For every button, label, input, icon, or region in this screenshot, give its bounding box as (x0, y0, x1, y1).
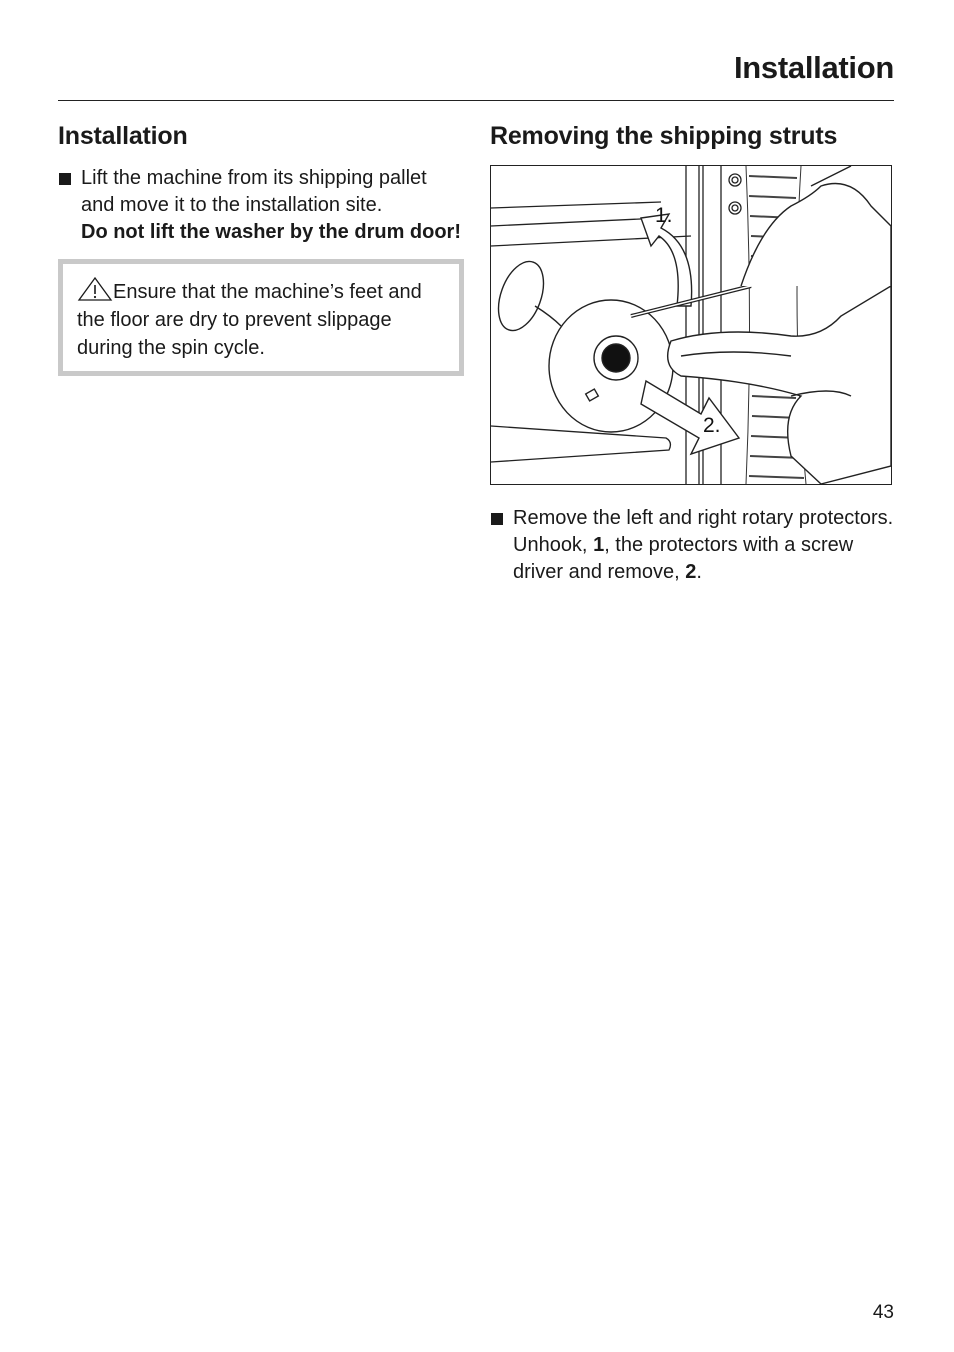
header-divider (58, 100, 894, 101)
shipping-strut-illustration (490, 165, 892, 485)
page-number: 43 (872, 1302, 894, 1323)
section-heading-installation: Installation (58, 122, 188, 150)
instruction-text-part3: . (696, 561, 702, 583)
step-ref-1: 1 (593, 534, 605, 556)
list-item (490, 505, 894, 586)
step-ref-2: 2 (685, 561, 697, 583)
list-item (58, 165, 464, 246)
bullet-square-icon (59, 173, 71, 185)
step-2-label: 2. (703, 414, 721, 437)
warning-triangle-icon (77, 277, 113, 301)
right-column (490, 122, 894, 586)
section-heading-shipping-struts: Removing the shipping struts (490, 122, 838, 150)
instruction-text-part2: , the protectors with a screw driver and remove, (513, 534, 854, 583)
bullet-square-icon (491, 513, 503, 525)
left-column (58, 122, 464, 376)
instruction-text-part1: Remove the left and right rotary protectors. Unhook, (513, 507, 894, 556)
warning-box (58, 259, 464, 376)
illustration-drawing (491, 166, 891, 484)
step-1-label: 1. (655, 204, 673, 227)
bullet-warning-bold: Do not lift the washer by the drum door! (81, 221, 461, 243)
page-header-title: Installation (733, 50, 894, 85)
bullet-text: Lift the machine from its shipping pallet and move it to the installation site. (81, 167, 427, 216)
warning-text: Ensure that the machine’s feet and the floor are dry to prevent slippage during the spin cycle. (77, 281, 422, 359)
